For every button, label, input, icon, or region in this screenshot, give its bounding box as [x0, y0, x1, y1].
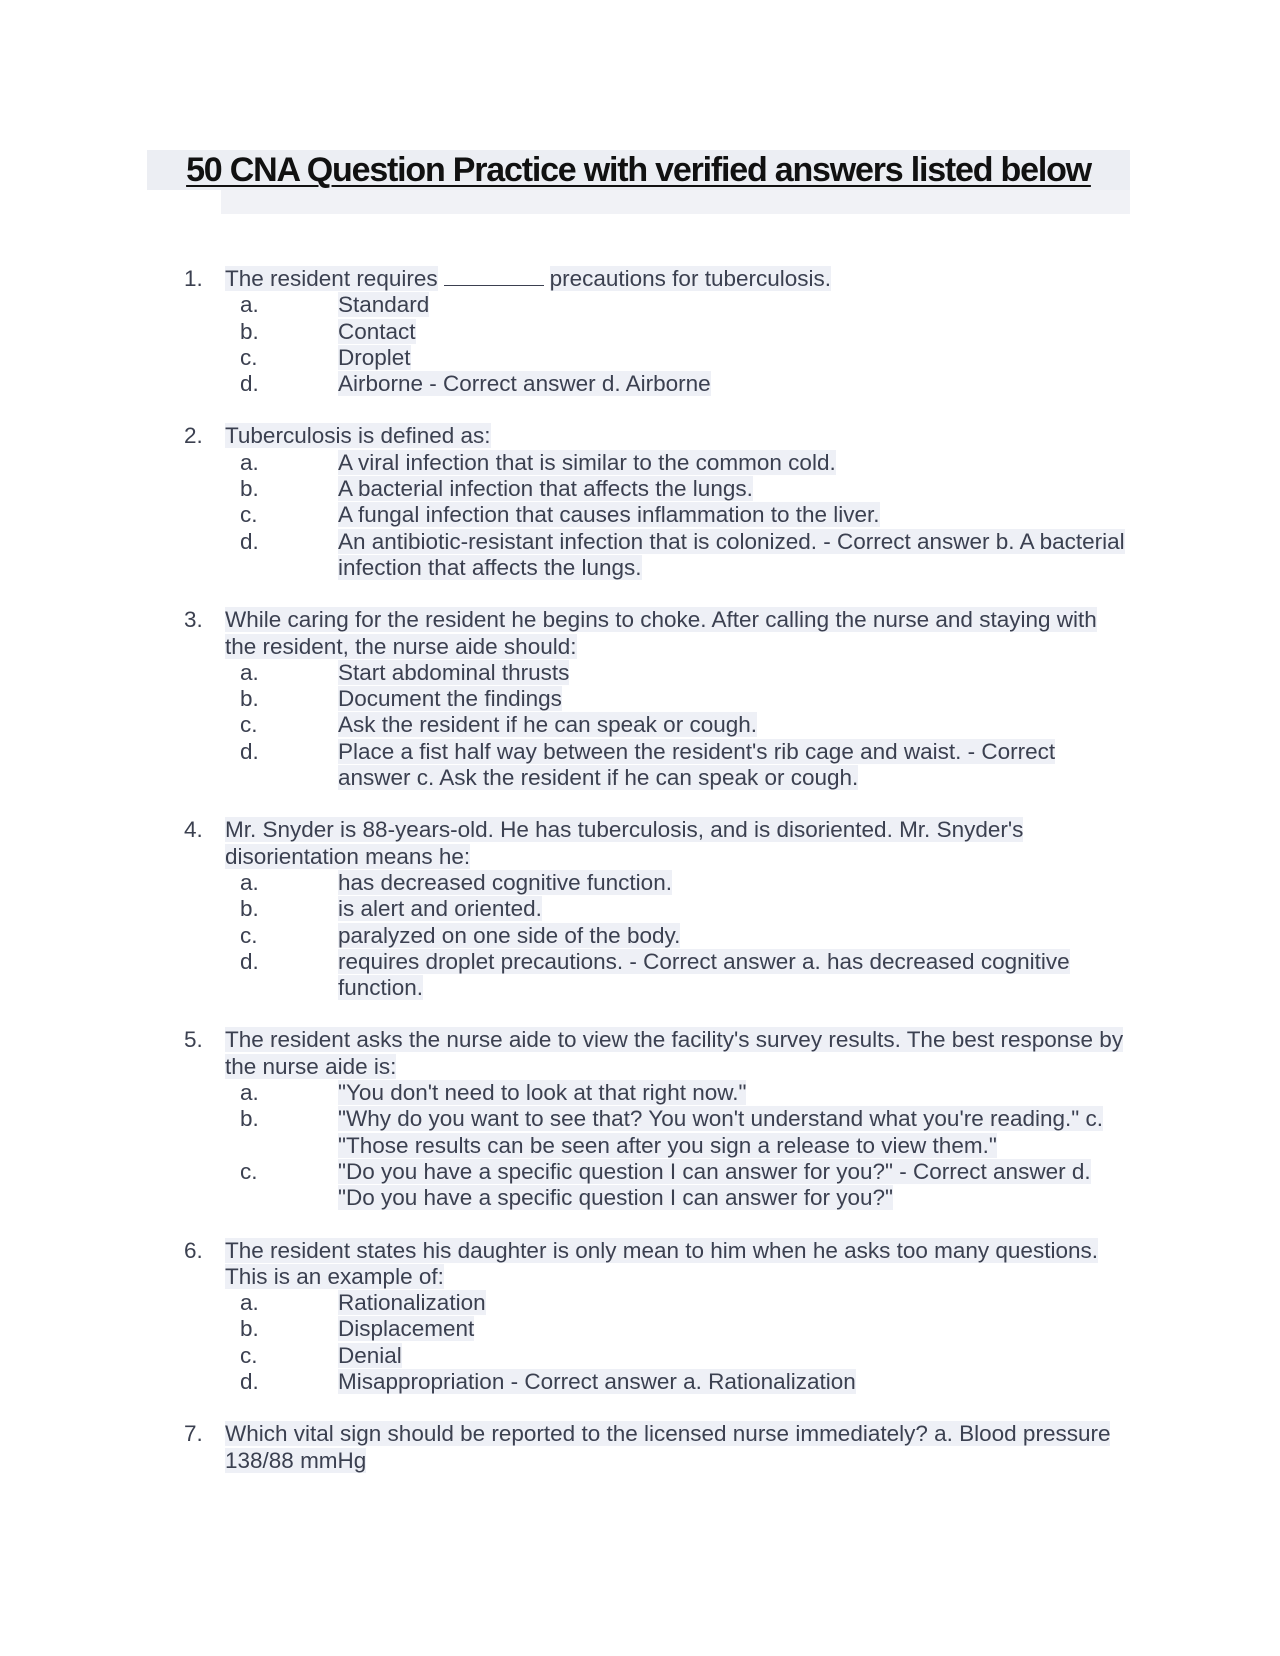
question-number: 6. — [184, 1237, 203, 1263]
option-text: "Why do you want to see that? You won't understand what you're reading." c. "Those results can be seen after you sign a release to view them." — [338, 1106, 1104, 1158]
answer-option — [240, 1080, 1130, 1106]
answer-option — [240, 318, 1130, 345]
option-text: Airborne - Correct answer d. Airborne — [338, 371, 711, 397]
question-stem — [225, 817, 1130, 870]
stem-text: Tuberculosis is defined as: — [225, 423, 491, 449]
answer-option — [240, 1342, 1130, 1369]
answer-option — [240, 344, 1130, 371]
option-text: has decreased cognitive function. — [338, 869, 672, 895]
answer-option — [240, 896, 1130, 922]
option-letter: a. — [240, 1290, 259, 1316]
answer-option — [240, 948, 1130, 1002]
question-2 — [180, 423, 1130, 581]
question-4 — [180, 817, 1130, 1001]
question-stem — [225, 423, 1130, 449]
answer-option — [240, 476, 1130, 502]
question-number: 1. — [184, 266, 203, 291]
question-number: 3. — [184, 607, 203, 633]
option-letter: d. — [240, 371, 259, 397]
option-text: A viral infection that is similar to the common cold. — [338, 449, 836, 475]
question-6 — [180, 1238, 1130, 1396]
option-letter: b. — [240, 1316, 259, 1342]
question-number: 7. — [184, 1421, 203, 1447]
answer-option — [240, 712, 1130, 738]
question-1 — [180, 266, 1130, 397]
question-stem — [225, 1238, 1130, 1291]
question-number: 5. — [184, 1027, 203, 1053]
question-7 — [180, 1421, 1130, 1474]
title-highlight-lower — [221, 190, 1130, 214]
answer-option — [240, 686, 1130, 712]
answer-option — [240, 1158, 1130, 1212]
answer-option — [240, 1368, 1130, 1395]
option-text: Document the findings — [338, 686, 562, 712]
option-text: Start abdominal thrusts — [338, 659, 570, 685]
option-letter: d. — [240, 528, 259, 554]
option-letter: d. — [240, 948, 259, 974]
stem-text: Which vital sign should be reported to the licensed nurse immediately? a. Blood pressure 138/88 mmHg — [225, 1421, 1111, 1473]
option-letter: a. — [240, 1080, 259, 1106]
answer-option — [240, 869, 1130, 896]
answer-option — [240, 449, 1130, 476]
option-text: "Do you have a specific question I can answer for you?" - Correct answer d. "Do you have a specific question I can answer for you?" — [338, 1158, 1091, 1211]
option-text: An antibiotic-resistant infection that is colonized. - Correct answer b. A bacterial infection that affects the lungs. — [338, 528, 1125, 580]
option-text: "You don't need to look at that right now." — [338, 1080, 747, 1106]
option-letter: b. — [240, 318, 259, 344]
option-letter: c. — [240, 922, 258, 948]
option-letter: b. — [240, 896, 259, 922]
question-number: 2. — [184, 423, 203, 449]
option-text: Displacement — [338, 1316, 475, 1342]
answer-option — [240, 1316, 1130, 1342]
option-letter: c. — [240, 1342, 258, 1368]
question-stem — [225, 607, 1130, 660]
stem-text: While caring for the resident he begins to choke. After calling the nurse and staying with the resident, the nurse aide should: — [225, 607, 1097, 659]
option-letter: a. — [240, 659, 259, 685]
stem-text-after: precautions for tuberculosis. — [549, 266, 832, 291]
option-text: Standard — [338, 292, 430, 318]
stem-text: The resident asks the nurse aide to view the facility's survey results. The best response by the nurse aide is: — [225, 1027, 1124, 1079]
option-text: requires droplet precautions. - Correct answer a. has decreased cognitive function. — [338, 948, 1070, 1001]
option-letter: b. — [240, 476, 259, 502]
question-5 — [180, 1027, 1130, 1211]
answer-option — [240, 1106, 1130, 1159]
fill-in-blank — [444, 267, 544, 286]
option-letter: b. — [240, 686, 259, 712]
answer-option — [240, 528, 1130, 582]
option-text: Misappropriation - Correct answer a. Rationalization — [338, 1368, 856, 1394]
option-text: Rationalization — [338, 1290, 486, 1316]
option-letter: d. — [240, 738, 259, 764]
option-text: Place a fist half way between the resident's rib cage and waist. - Correct answer c. Ask the resident if he can speak or cough. — [338, 738, 1056, 791]
option-letter: c. — [240, 712, 258, 738]
option-text: Droplet — [338, 344, 411, 370]
question-number: 4. — [184, 817, 203, 843]
option-text: Contact — [338, 318, 416, 344]
option-text: Denial — [338, 1342, 402, 1368]
option-letter: a. — [240, 292, 259, 318]
question-3 — [180, 607, 1130, 791]
option-text: A fungal infection that causes inflammation to the liver. — [338, 502, 880, 528]
option-letter: a. — [240, 449, 259, 475]
answer-option — [240, 371, 1130, 397]
answer-option — [240, 659, 1130, 686]
option-letter: b. — [240, 1106, 259, 1132]
answer-option — [240, 922, 1130, 949]
answer-option — [240, 292, 1130, 318]
document-title: 50 CNA Question Practice with verified answers listed below — [186, 151, 1091, 189]
stem-text-before: The resident requires — [225, 266, 438, 291]
option-letter: c. — [240, 502, 258, 528]
question-list — [180, 266, 1130, 1500]
stem-text: The resident states his daughter is only mean to him when he asks too many questions. This is an example of: — [225, 1237, 1098, 1289]
answer-option — [240, 502, 1130, 528]
answer-option — [240, 738, 1130, 792]
option-text: paralyzed on one side of the body. — [338, 922, 681, 948]
option-letter: d. — [240, 1368, 259, 1394]
option-letter: c. — [240, 344, 258, 370]
question-stem — [225, 1421, 1130, 1474]
option-text: A bacterial infection that affects the lungs. — [338, 476, 753, 502]
question-stem — [225, 266, 1130, 292]
option-letter: c. — [240, 1158, 258, 1184]
option-text: is alert and oriented. — [338, 896, 542, 922]
answer-option — [240, 1290, 1130, 1316]
option-text: Ask the resident if he can speak or cough. — [338, 712, 757, 738]
option-letter: a. — [240, 869, 259, 895]
question-stem — [225, 1027, 1130, 1080]
stem-text: Mr. Snyder is 88-years-old. He has tuberculosis, and is disoriented. Mr. Snyder's disorientation means he: — [225, 817, 1024, 869]
